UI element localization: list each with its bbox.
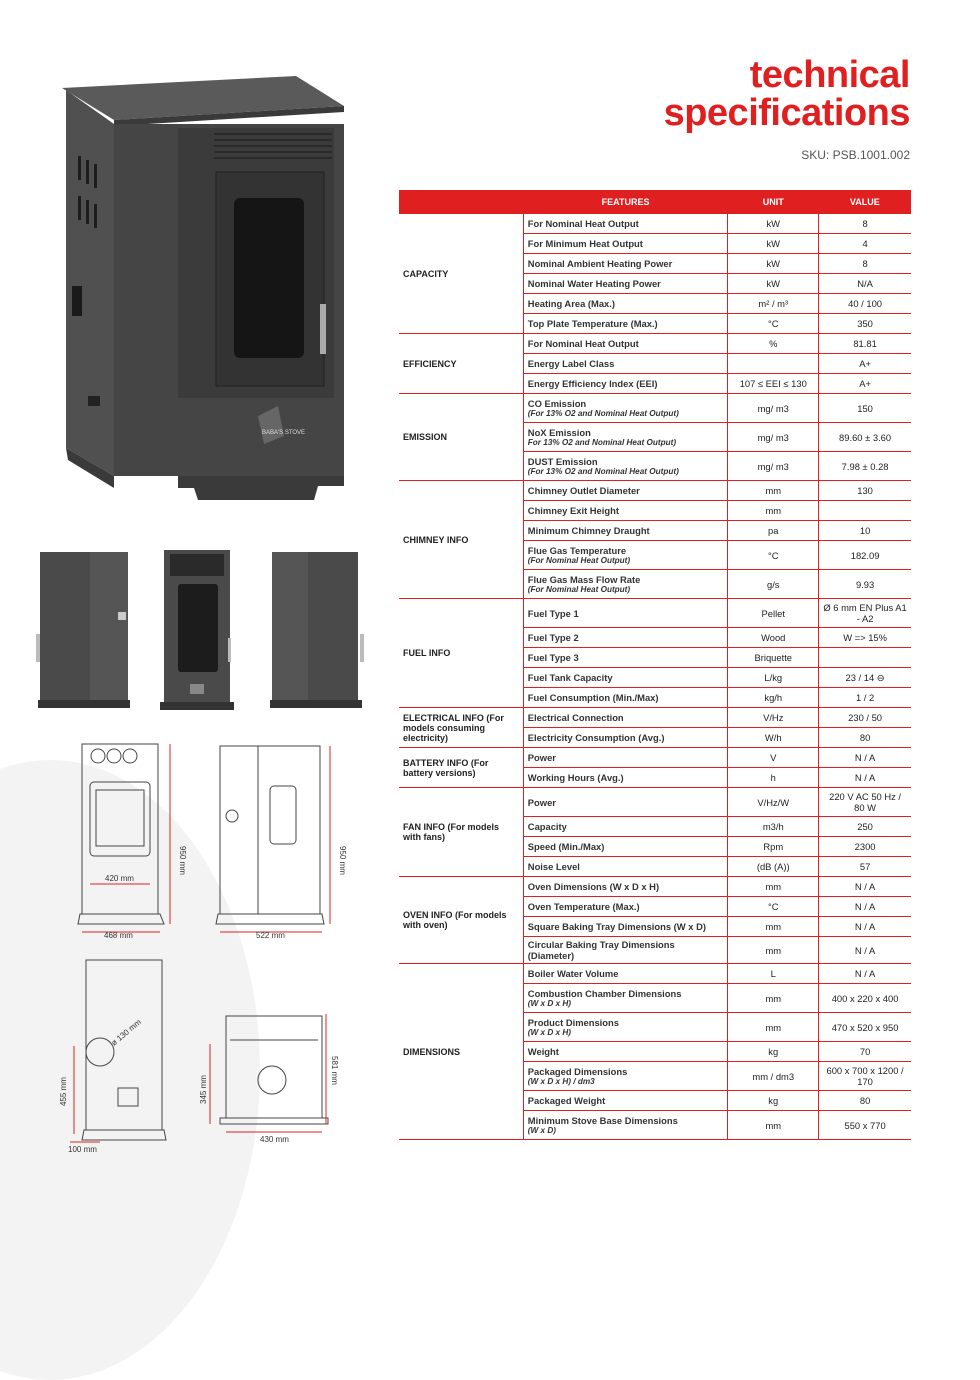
table-row (399, 964, 911, 984)
spec-value: N / A (819, 897, 911, 917)
spec-unit: kW (728, 234, 819, 254)
spec-feature (523, 501, 728, 521)
spec-feature-label: Flue Gas Mass Flow Rate (527, 574, 641, 585)
spec-table (399, 190, 911, 1140)
dim-522: 522 mm (256, 931, 285, 940)
spec-feature (523, 481, 728, 501)
spec-feature-label: Chimney Exit Height (527, 505, 619, 516)
spec-unit: V/Hz (728, 708, 819, 728)
spec-value: 9.93 (819, 570, 911, 599)
spec-unit: V (728, 748, 819, 768)
spec-feature-label: Combustion Chamber Dimensions (527, 988, 682, 999)
side-view-left (36, 552, 130, 708)
spec-feature (523, 628, 728, 648)
spec-unit: kW (728, 274, 819, 294)
spec-feature (523, 984, 728, 1013)
spec-feature (523, 214, 728, 234)
spec-unit: L/kg (728, 668, 819, 688)
spec-feature (523, 1042, 728, 1062)
spec-value: 23 / 14 ⊖ (819, 668, 911, 688)
table-row (399, 394, 911, 423)
spec-feature (523, 541, 728, 570)
spec-feature-label: Packaged Weight (527, 1095, 606, 1106)
spec-feature (523, 788, 728, 817)
spec-unit: 107 ≤ EEI ≤ 130 (728, 374, 819, 394)
spec-value: 250 (819, 817, 911, 837)
spec-unit: m² / m³ (728, 294, 819, 314)
spec-feature-label: Power (527, 752, 556, 763)
spec-feature-note: (For 13% O2 and Nominal Heat Output) (527, 409, 679, 418)
spec-value: 57 (819, 857, 911, 877)
spec-feature-label: Energy Label Class (527, 358, 615, 369)
spec-feature (523, 917, 728, 937)
dim-420: 420 mm (105, 874, 134, 883)
table-row (399, 599, 911, 628)
spec-feature (523, 877, 728, 897)
spec-feature-note: (W x D x H) / dm3 (527, 1077, 595, 1086)
spec-feature-label: Nominal Water Heating Power (527, 278, 661, 289)
spec-feature (523, 817, 728, 837)
spec-feature (523, 837, 728, 857)
front-view (160, 550, 234, 710)
spec-feature-note: (W x D x H) (527, 1028, 572, 1037)
spec-unit: Briquette (728, 648, 819, 668)
spec-feature-label: Energy Efficiency Index (EEI) (527, 378, 658, 389)
spec-feature-label: Speed (Min./Max) (527, 841, 605, 852)
title-line-2: specifications (663, 92, 910, 134)
spec-group-label: BATTERY INFO (For battery versions) (399, 748, 523, 788)
spec-feature (523, 1013, 728, 1042)
table-row (399, 748, 911, 768)
spec-value: N / A (819, 937, 911, 964)
spec-value: 70 (819, 1042, 911, 1062)
spec-unit: kg (728, 1091, 819, 1111)
spec-feature-note: (For 13% O2 and Nominal Heat Output) (527, 467, 679, 476)
spec-feature-label: Capacity (527, 821, 567, 832)
spec-value: N / A (819, 768, 911, 788)
spec-value: 350 (819, 314, 911, 334)
spec-feature (523, 334, 728, 354)
spec-value: N/A (819, 274, 911, 294)
spec-feature (523, 374, 728, 394)
spec-unit: mm (728, 501, 819, 521)
page-title (664, 56, 910, 132)
spec-unit: g/s (728, 570, 819, 599)
spec-feature (523, 668, 728, 688)
logo-text: BABA'S STOVE (262, 430, 306, 436)
spec-value: 550 x 770 (819, 1111, 911, 1140)
spec-unit: mg/ m3 (728, 452, 819, 481)
spec-group-label: ELECTRICAL INFO (For models consuming electricity) (399, 708, 523, 748)
dim-130: ø 130 mm (109, 1017, 143, 1048)
header-unit: UNIT (728, 190, 819, 214)
spec-feature (523, 897, 728, 917)
header-group (399, 190, 523, 214)
header-features: FEATURES (523, 190, 728, 214)
dim-581: 581 mm (330, 1056, 339, 1085)
spec-value: 470 x 520 x 950 (819, 1013, 911, 1042)
spec-feature-label: Packaged Dimensions (527, 1066, 628, 1077)
stove-main-image (58, 76, 348, 516)
spec-value: 10 (819, 521, 911, 541)
spec-feature (523, 688, 728, 708)
spec-feature-label: CO Emission (527, 398, 587, 409)
spec-feature (523, 599, 728, 628)
dim-468: 468 mm (104, 931, 133, 940)
spec-unit (728, 354, 819, 374)
spec-feature-note: (For Nominal Heat Output) (527, 556, 631, 565)
spec-group-label: OVEN INFO (For models with oven) (399, 877, 523, 964)
spec-value: 2300 (819, 837, 911, 857)
spec-value: 80 (819, 728, 911, 748)
spec-value: N / A (819, 917, 911, 937)
spec-unit: Wood (728, 628, 819, 648)
spec-feature (523, 354, 728, 374)
spec-group-label: EMISSION (399, 394, 523, 481)
spec-value: 230 / 50 (819, 708, 911, 728)
header-value: VALUE (819, 190, 911, 214)
title-line-1: technical (749, 54, 910, 96)
spec-value: 182.09 (819, 541, 911, 570)
spec-value: 220 V AC 50 Hz / 80 W (819, 788, 911, 817)
dim-345: 345 mm (199, 1075, 208, 1104)
spec-feature (523, 1111, 728, 1140)
spec-feature-label: Boiler Water Volume (527, 968, 619, 979)
spec-unit: mg/ m3 (728, 394, 819, 423)
spec-unit: °C (728, 897, 819, 917)
spec-unit: mg/ m3 (728, 423, 819, 452)
spec-feature (523, 748, 728, 768)
spec-unit: kg (728, 1042, 819, 1062)
spec-unit: mm (728, 1013, 819, 1042)
spec-unit: mm (728, 481, 819, 501)
spec-feature (523, 1062, 728, 1091)
spec-unit: Pellet (728, 599, 819, 628)
spec-unit: mm (728, 917, 819, 937)
spec-unit: kW (728, 214, 819, 234)
spec-feature-label: For Nominal Heat Output (527, 338, 639, 349)
spec-feature-note: (W x D) (527, 1126, 556, 1135)
spec-unit: Rpm (728, 837, 819, 857)
spec-unit: mm (728, 877, 819, 897)
spec-feature-note: For 13% O2 and Nominal Heat Output) (527, 438, 677, 447)
spec-value: 400 x 220 x 400 (819, 984, 911, 1013)
spec-unit: °C (728, 314, 819, 334)
spec-group-label: CHIMNEY INFO (399, 481, 523, 599)
spec-feature-label: Fuel Consumption (Min./Max) (527, 692, 659, 703)
sku-label: SKU: PSB.1001.002 (801, 148, 910, 162)
spec-unit: m3/h (728, 817, 819, 837)
table-row (399, 708, 911, 728)
dimension-drawings-back-top (60, 956, 360, 1156)
dim-950b: 950 mm (338, 846, 347, 875)
spec-feature (523, 768, 728, 788)
spec-table-body (399, 214, 911, 1140)
spec-feature (523, 937, 728, 964)
spec-feature-label: Electrical Connection (527, 712, 624, 723)
dim-100: 100 mm (68, 1145, 97, 1154)
spec-feature-label: Chimney Outlet Diameter (527, 485, 640, 496)
spec-feature (523, 294, 728, 314)
spec-unit: h (728, 768, 819, 788)
spec-feature-label: Oven Temperature (Max.) (527, 901, 640, 912)
spec-value: 8 (819, 214, 911, 234)
spec-value: W => 15% (819, 628, 911, 648)
spec-feature-label: Product Dimensions (527, 1017, 619, 1028)
spec-value: 40 / 100 (819, 294, 911, 314)
spec-unit: kW (728, 254, 819, 274)
spec-value: 600 x 700 x 1200 / 170 (819, 1062, 911, 1091)
spec-feature (523, 254, 728, 274)
spec-value: 80 (819, 1091, 911, 1111)
dim-430: 430 mm (260, 1135, 289, 1144)
spec-unit: W/h (728, 728, 819, 748)
spec-feature (523, 521, 728, 541)
spec-group-label: FUEL INFO (399, 599, 523, 708)
spec-feature-label: Minimum Stove Base Dimensions (527, 1115, 678, 1126)
spec-feature-label: Fuel Type 1 (527, 607, 579, 619)
spec-feature-label: Flue Gas Temperature (527, 545, 627, 556)
spec-feature-label: Square Baking Tray Dimensions (W x D) (527, 921, 706, 932)
spec-feature-label: For Nominal Heat Output (527, 218, 639, 229)
spec-feature-label: Fuel Tank Capacity (527, 672, 613, 683)
spec-unit: mm (728, 937, 819, 964)
spec-unit: kg/h (728, 688, 819, 708)
spec-feature-label: Fuel Type 2 (527, 632, 579, 643)
spec-unit: V/Hz/W (728, 788, 819, 817)
spec-value: 150 (819, 394, 911, 423)
side-view-right (270, 552, 364, 708)
spec-group-label: EFFICIENCY (399, 334, 523, 394)
spec-feature-label: Electricity Consumption (Avg.) (527, 732, 665, 743)
stove-side-views (38, 548, 368, 718)
spec-group-label: CAPACITY (399, 214, 523, 334)
spec-feature (523, 1091, 728, 1111)
spec-value: 7.98 ± 0.28 (819, 452, 911, 481)
spec-feature-label: Circular Baking Tray Dimensions (Diameter) (527, 939, 675, 961)
spec-value: 4 (819, 234, 911, 254)
spec-feature (523, 964, 728, 984)
dimension-drawings-front-side (60, 738, 360, 938)
table-row (399, 788, 911, 817)
spec-feature (523, 570, 728, 599)
spec-feature-label: Weight (527, 1046, 559, 1057)
spec-feature-label: Heating Area (Max.) (527, 298, 615, 309)
spec-feature (523, 452, 728, 481)
dim-950a: 950 mm (178, 846, 187, 875)
spec-feature-label: Working Hours (Avg.) (527, 772, 624, 783)
spec-feature-note: (W x D x H) (527, 999, 572, 1008)
spec-feature-label: DUST Emission (527, 456, 598, 467)
dim-455: 455 mm (59, 1077, 68, 1106)
spec-feature (523, 423, 728, 452)
spec-feature (523, 314, 728, 334)
spec-feature-label: Noise Level (527, 861, 580, 872)
spec-unit: (dB (A)) (728, 857, 819, 877)
spec-feature (523, 648, 728, 668)
spec-value: 81.81 (819, 334, 911, 354)
spec-feature-label: For Minimum Heat Output (527, 238, 643, 249)
spec-value (819, 648, 911, 668)
spec-feature-label: Power (527, 796, 556, 808)
spec-feature-label: NoX Emission (527, 427, 591, 438)
spec-value: A+ (819, 374, 911, 394)
spec-feature (523, 274, 728, 294)
spec-value: 89.60 ± 3.60 (819, 423, 911, 452)
spec-value: N / A (819, 877, 911, 897)
table-row (399, 481, 911, 501)
spec-unit: % (728, 334, 819, 354)
spec-feature-label: Oven Dimensions (W x D x H) (527, 881, 660, 892)
spec-unit: mm (728, 984, 819, 1013)
spec-value: N / A (819, 748, 911, 768)
spec-unit: mm / dm3 (728, 1062, 819, 1091)
spec-feature-label: Top Plate Temperature (Max.) (527, 318, 658, 329)
table-row (399, 334, 911, 354)
spec-table-header (399, 190, 911, 214)
spec-unit: pa (728, 521, 819, 541)
spec-feature (523, 394, 728, 423)
spec-value (819, 501, 911, 521)
spec-unit: L (728, 964, 819, 984)
spec-feature (523, 857, 728, 877)
spec-value: N / A (819, 964, 911, 984)
spec-feature-label: Nominal Ambient Heating Power (527, 258, 673, 269)
spec-feature (523, 234, 728, 254)
spec-feature-note: (For Nominal Heat Output) (527, 585, 631, 594)
spec-value: 1 / 2 (819, 688, 911, 708)
spec-value: Ø 6 mm EN Plus A1 - A2 (819, 599, 911, 628)
spec-group-label: FAN INFO (For models with fans) (399, 788, 523, 877)
spec-value: 130 (819, 481, 911, 501)
spec-unit: °C (728, 541, 819, 570)
spec-feature-label: Fuel Type 3 (527, 652, 579, 663)
spec-value: 8 (819, 254, 911, 274)
spec-group-label: DIMENSIONS (399, 964, 523, 1140)
table-row (399, 214, 911, 234)
table-row (399, 877, 911, 897)
spec-value: A+ (819, 354, 911, 374)
spec-feature (523, 708, 728, 728)
spec-feature-label: Minimum Chimney Draught (527, 525, 650, 536)
spec-unit: mm (728, 1111, 819, 1140)
spec-feature (523, 728, 728, 748)
